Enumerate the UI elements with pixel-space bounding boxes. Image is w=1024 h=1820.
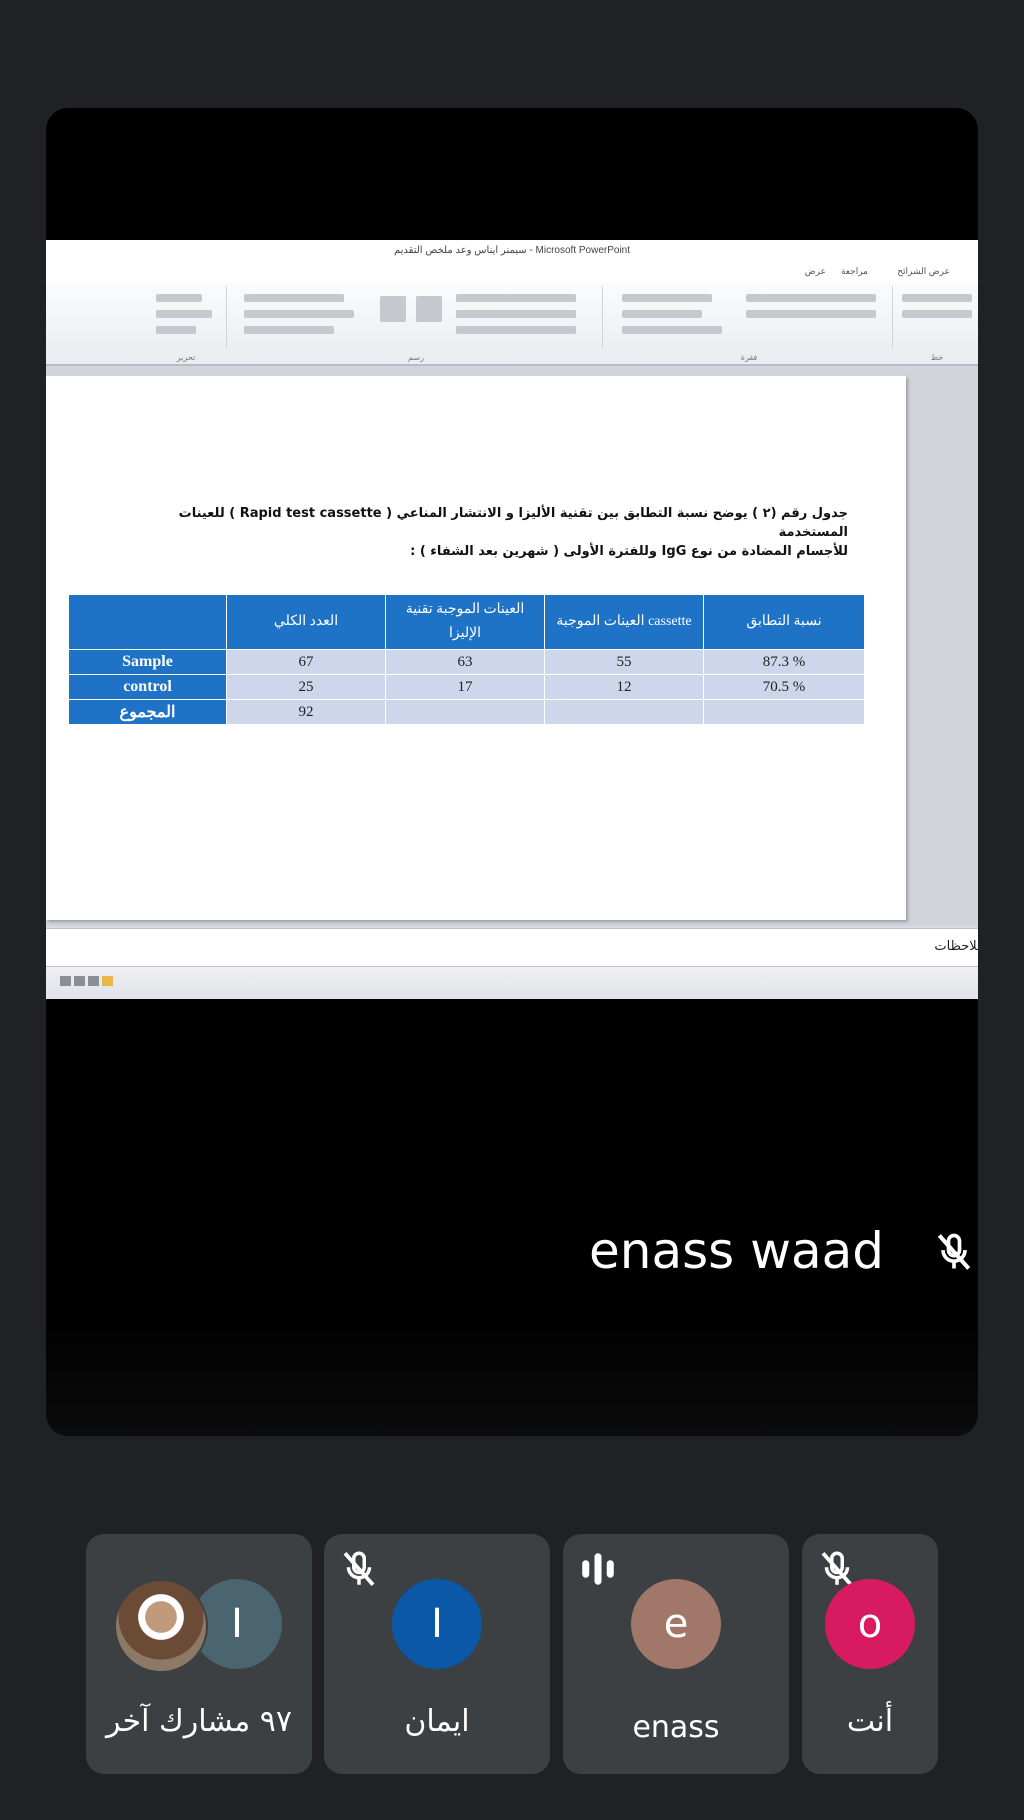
table-header: العينات الموجبة تقنية الإليزا (386, 595, 545, 650)
table-cell (386, 700, 545, 725)
results-table (68, 594, 865, 725)
table-cell: 63 (386, 650, 545, 675)
status-bar (46, 966, 978, 999)
slide-pane (46, 366, 978, 926)
window-title: سيمنر ايناس وعد ملخص التقديم - Microsoft PowerPoint (46, 240, 978, 262)
avatar: o (825, 1579, 915, 1669)
view-buttons[interactable] (60, 971, 116, 990)
mic-off-icon (932, 1230, 976, 1274)
tab-slideshow[interactable]: عرض الشرائح (897, 266, 950, 276)
avatar: I (392, 1579, 482, 1669)
participant-name: enass (632, 1710, 720, 1745)
ribbon-group-font[interactable]: خط (896, 286, 978, 348)
table-cell: 25 (227, 675, 386, 700)
participant-name: أنت (846, 1704, 894, 1739)
row-label: control (69, 675, 227, 700)
ribbon-tabs (46, 262, 978, 283)
mic-off-icon (338, 1548, 380, 1590)
row-label: Sample (69, 650, 227, 675)
table-header: العينات الموجبة cassette (545, 595, 704, 650)
table-cell: 17 (386, 675, 545, 700)
ribbon (46, 282, 978, 366)
speaking-indicator-icon (577, 1548, 619, 1590)
notes-pane[interactable] (46, 928, 984, 967)
avatar: I (192, 1579, 282, 1669)
participant-tile-others[interactable] (86, 1534, 312, 1774)
table-cell: 55 (545, 650, 704, 675)
participant-name: ايمان (404, 1704, 470, 1739)
table-cell: 12 (545, 675, 704, 700)
participant-tile-iman[interactable] (324, 1534, 550, 1774)
table-header (69, 595, 227, 650)
caption-line-1: جدول رقم (٢ ) يوضح نسبة التطابق بين تقنية الأليزا و الانتشار المناعي ( Rapid test cassette ) للعينات المستخدمة (178, 506, 848, 540)
table-header: العدد الكلي (227, 595, 386, 650)
table-header: نسبة التطابق (704, 595, 865, 650)
table-cell: 70.5 % (704, 675, 865, 700)
tile-gradient (46, 1316, 978, 1436)
ribbon-group-editing[interactable]: تحرير (146, 286, 227, 348)
table-cell (545, 700, 704, 725)
tab-review[interactable]: مراجعة (840, 266, 868, 276)
table-cell: 67 (227, 650, 386, 675)
participant-photo (114, 1579, 208, 1673)
participant-tile-enass[interactable] (563, 1534, 789, 1774)
table-row (69, 700, 865, 725)
ribbon-group-drawing[interactable]: رسم (230, 286, 603, 348)
table-cell (704, 700, 865, 725)
tab-view[interactable]: عرض (804, 266, 826, 276)
ribbon-group-paragraph[interactable]: فقرة (606, 286, 893, 348)
table-header-row (69, 595, 865, 650)
table-caption (116, 504, 848, 561)
presenter-name: enass waad (589, 1222, 884, 1280)
table-row (69, 675, 865, 700)
slide (46, 376, 906, 920)
caption-line-2: للأجسام المضادة من نوع IgG وللفترة الأولى ( شهرين بعد الشفاء ) : (410, 544, 848, 559)
avatar: e (631, 1579, 721, 1669)
table-cell: 92 (227, 700, 386, 725)
screen-share (46, 240, 984, 998)
row-label: المجموع (69, 700, 227, 725)
notes-label: ملاحظات (934, 939, 984, 954)
table-cell: 87.3 % (704, 650, 865, 675)
participant-tile-you[interactable] (802, 1534, 938, 1774)
table-row (69, 650, 865, 675)
participant-name: ٩٧ مشارك آخر (106, 1704, 292, 1739)
